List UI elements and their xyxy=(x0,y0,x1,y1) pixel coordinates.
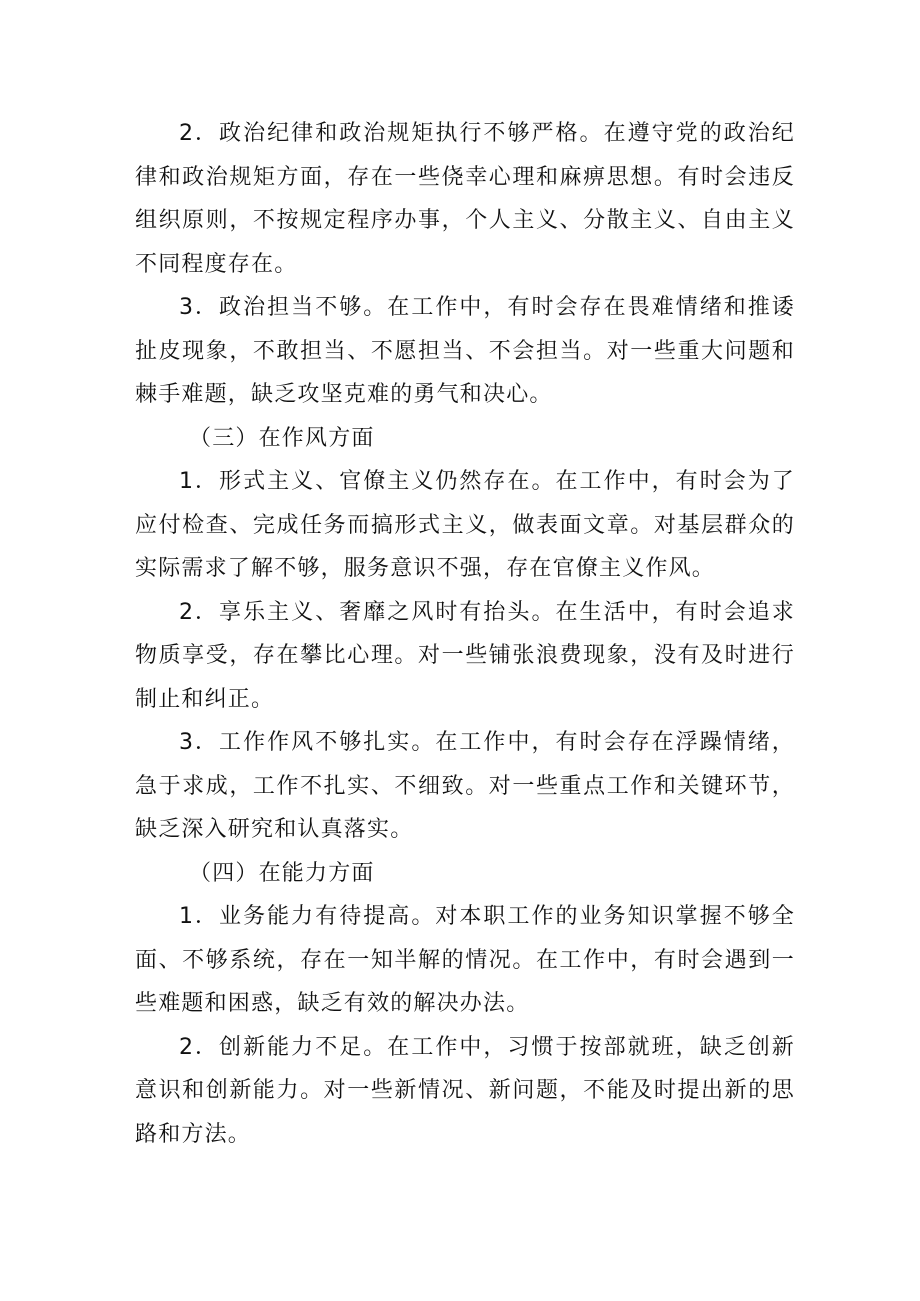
paragraph-political-discipline: 2．政治纪律和政治规矩执行不够严格。在遵守党的政治纪律和政治规矩方面，存在一些侥幸心理和麻痹思想。有时会违反组织原则，不按规定程序办事，个人主义、分散主义、自由主义不同程度存在。 xyxy=(135,121,795,277)
paragraph-political-responsibility: 3．政治担当不够。在工作中，有时会存在畏难情绪和推诿扯皮现象，不敢担当、不愿担当、不会担当。对一些重大问题和棘手难题，缺乏攻坚克难的勇气和决心。 xyxy=(135,295,795,407)
document-body xyxy=(135,112,795,1156)
paragraph-business-ability: 1．业务能力有待提高。对本职工作的业务知识掌握不够全面、不够系统，存在一知半解的情况。在工作中，有时会遇到一些难题和困惑，缺乏有效的解决办法。 xyxy=(135,904,795,1016)
paragraph-hedonism-extravagance: 2．享乐主义、奢靡之风时有抬头。在生活中，有时会追求物质享受，存在攀比心理。对一些铺张浪费现象，没有及时进行制止和纠正。 xyxy=(135,599,795,712)
paragraph-work-solidity: 3．工作作风不够扎实。在工作中，有时会存在浮躁情绪，急于求成，工作不扎实、不细致。对一些重点工作和关键环节，缺乏深入研究和认真落实。 xyxy=(135,730,795,842)
paragraph-innovation-ability: 2．创新能力不足。在工作中，习惯于按部就班，缺乏创新意识和创新能力。对一些新情况、新问题，不能及时提出新的思路和方法。 xyxy=(135,1034,795,1147)
section-heading-work-style: （三）在作风方面 xyxy=(189,425,375,451)
paragraph-formalism-bureaucratism: 1．形式主义、官僚主义仍然存在。在工作中，有时会为了应付检查、完成任务而搞形式主义，做表面文章。对基层群众的实际需求了解不够，服务意识不强，存在官僚主义作风。 xyxy=(135,469,795,581)
section-heading-ability: （四）在能力方面 xyxy=(189,860,375,886)
